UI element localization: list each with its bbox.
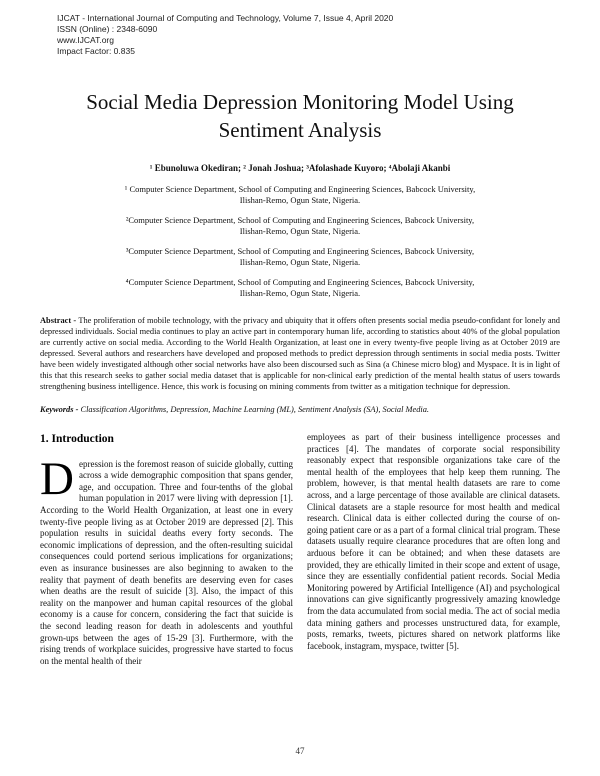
abstract-paragraph	[40, 315, 560, 392]
affiliation-4	[0, 277, 600, 298]
impact-factor: Impact Factor: 0.835	[57, 46, 135, 56]
abstract-label: Abstract -	[40, 316, 77, 325]
affiliation-2-line1: ²Computer Science Department, School of Computing and Engineering Sciences, Babcock University,	[125, 215, 475, 225]
affiliation-2-line2: Ilishan-Remo, Ogun State, Nigeria.	[239, 225, 361, 236]
affiliation-2	[0, 215, 600, 236]
affiliation-3-line1: ³Computer Science Department, School of Computing and Engineering Sciences, Babcock University,	[125, 246, 475, 256]
two-column-body	[40, 432, 560, 667]
dropcap-letter: D	[40, 452, 74, 505]
journal-website: www.IJCAT.org	[57, 35, 114, 45]
affiliation-4-line1: ⁴Computer Science Department, School of Computing and Engineering Sciences, Babcock University,	[125, 277, 475, 287]
affiliation-1-line2: Ilishan-Remo, Ogun State, Nigeria.	[239, 194, 361, 205]
keywords-text: Classification Algorithms, Depression, Machine Learning (ML), Sentiment Analysis (SA), Social Media.	[80, 405, 430, 414]
introduction-heading: 1. Introduction	[40, 433, 114, 445]
left-column	[40, 432, 293, 667]
abstract-text: The proliferation of mobile technology, with the privacy and ubiquity that it offers often presents social media pseudo-confidant for lonely and depressed individuals. Social media continues to play an active part in contemporary human life, according to statistics about 40% of the global population are currently active on social media. According to the World Health Organization, at least one in every twenty-five people living as at October 2019 are depressed. Several authors and researchers have developed and proposed methods to predict depression through sentiments in social media posts. Twitter have been widely investigated although other social networks have also been discoursed such as Sina (a Chinese micro blog) and Myspace. It is in light of this that this research seeks to gather social media dataset that is applicable for non-clinical early prediction of the mental health status of users towards strengthening business intelligence. Hence, this work is focusing on mining comments from twitter as a mitigation technique for depression.	[40, 316, 560, 391]
issn-line: ISSN (Online) : 2348-6090	[57, 24, 158, 34]
keywords-line	[40, 404, 560, 415]
authors-line: ¹ Ebunoluwa Okediran; ² Jonah Joshua; ³Afolashade Kuyoro; ⁴Abolaji Akanbi	[149, 163, 451, 173]
affiliation-4-line2: Ilishan-Remo, Ogun State, Nigeria.	[239, 287, 361, 298]
keywords-label: Keywords -	[40, 405, 79, 414]
journal-title-line: IJCAT - International Journal of Computing and Technology, Volume 7, Issue 4, April 2020	[57, 13, 394, 23]
affiliation-3-line2: Ilishan-Remo, Ogun State, Nigeria.	[239, 256, 361, 267]
introduction-left-text: epression is the foremost reason of suicide globally, cutting across a wide demographic composition that spans gender, age, and occupation. Three and four-tenths of the global human population in 2017 were living with depression [1]. According to the World Health Organization, at least one in every twenty-five people living as at October 2019 are depressed [2]. This population results in suicidal deaths every forty seconds. The economic implications of depression, and the often-resulting suicidal consequences could portend serious implications for organizations; even as insurance businesses are also beginning to awaken to the reality that payment of death benefits are deserving even for cases when deaths are the result of suicide [3]. Also, the impact of this reality on the manpower and human capital resources of the global economy is a cause for concern, considering the fact that suicide is the second leading reason for death in adolescents and youthful grown-ups between the ages of 15-29 [3]. Furthermore, with the rising trends of workplace suicides, progressive have started to focus on the mental health of their	[40, 458, 293, 666]
affiliation-1	[0, 184, 600, 205]
page-number: 47	[295, 746, 305, 756]
affiliation-3	[0, 246, 600, 267]
affiliations-block	[0, 184, 600, 298]
affiliation-1-line1: ¹ Computer Science Department, School of Computing and Engineering Sciences, Babcock University,	[124, 184, 476, 194]
right-column	[307, 432, 560, 667]
paper-title: Social Media Depression Monitoring Model Using Sentiment Analysis	[86, 90, 514, 142]
journal-header	[0, 0, 600, 57]
introduction-paragraph-left	[40, 452, 293, 668]
introduction-paragraph-right: employees as part of their business intelligence processes and practices [4]. The mandates of corporate social responsibility reasonably expect that responsible organizations take care of the mental health of the employees that help keep them running. The problem, however, is that mental health datasets are rare to come across, and a large percentage of those available are clinical datasets. Clinical datasets are a staple resource for most health and medical research. Clinical data is either collected during the course of on-going patient care or as a part of a formal clinical trial program. These datasets usually require clearance procedures that are often long and arduous before it can be obtained; and when these datasets are provided, they are ethically limited in their scope and extent of usage, since they are essentially confidential patient records. Social Media Monitoring powered by Artificial Intelligence (AI) and psychological innovations can give significantly progressively amazing knowledge from the data accumulated from social media. The act of social media data mining gathers and processes unstructured data, for example, posts, remarks, tweets, pictures shared on network platforms like facebook, instagram, myspace, twitter [5].	[307, 432, 560, 651]
